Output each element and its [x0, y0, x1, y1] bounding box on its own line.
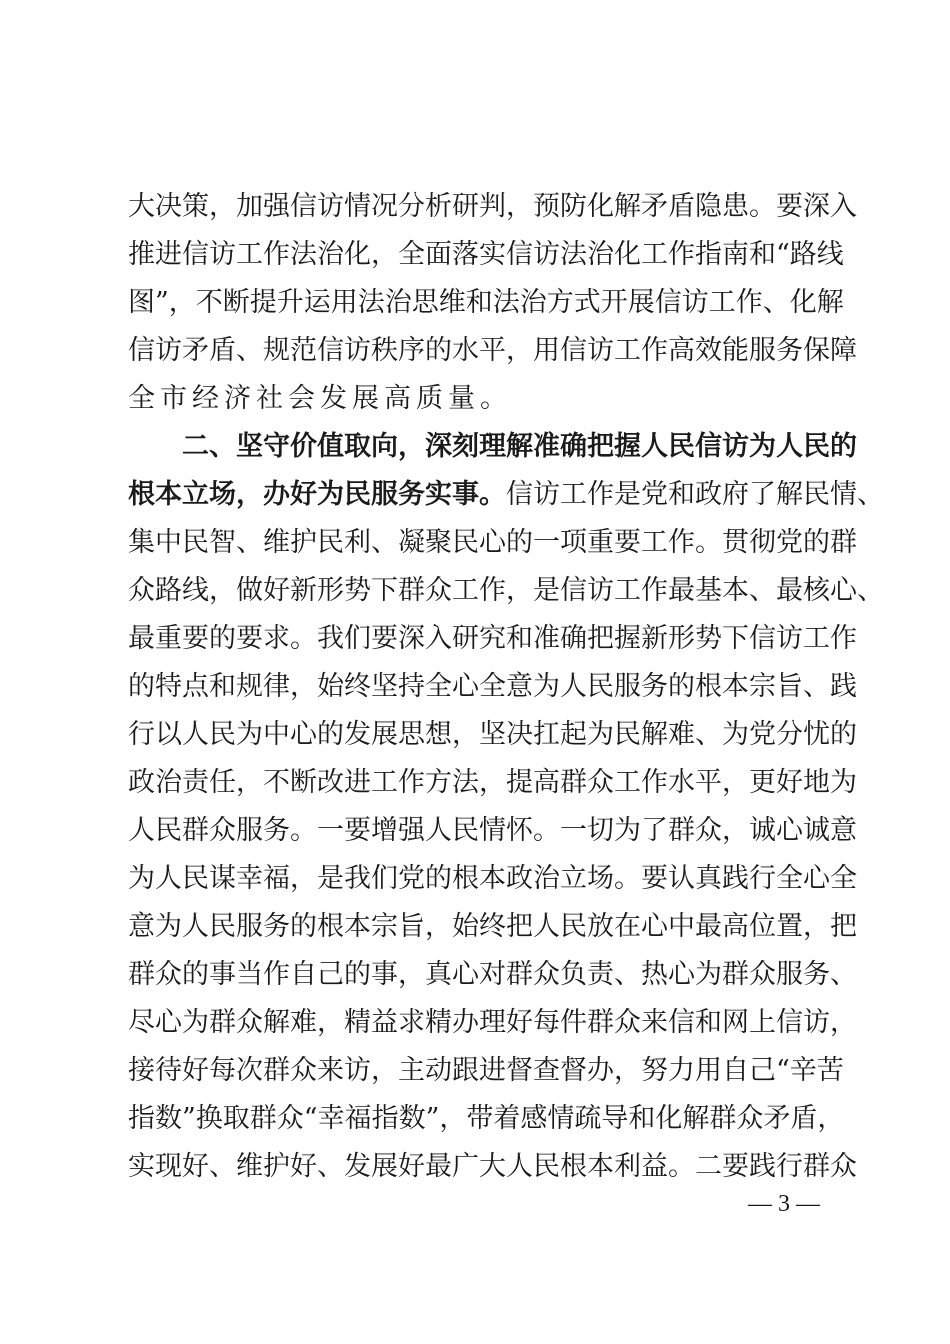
paragraph-line: 行以人民为中心的发展思想，坚决扛起为民解难、为党分忧的	[128, 719, 857, 750]
paragraph-line: 推进信访工作法治化，全面落实信访法治化工作指南和“路线	[128, 239, 844, 270]
paragraph-line: 尽心为群众解难，精益求精办理好每件群众来信和网上信访，	[128, 1007, 857, 1038]
paragraph-line: 众路线，做好新形势下群众工作，是信访工作最基本、最核心、	[128, 575, 884, 606]
paragraph-line: 大决策，加强信访情况分析研判，预防化解矛盾隐患。要深入	[128, 191, 857, 222]
paragraph-line: 为人民谋幸福，是我们党的根本政治立场。要认真践行全心全	[128, 863, 857, 894]
paragraph-line: 实现好、维护好、发展好最广大人民根本利益。二要践行群众	[128, 1151, 857, 1182]
section-heading-line	[128, 471, 884, 519]
paragraph-line: 群众的事当作自己的事，真心对群众负责、热心为群众服务、	[128, 959, 857, 990]
section-heading-continuation: 根本立场，办好为民服务实事。	[128, 479, 506, 510]
page-number: — 3 —	[748, 1191, 820, 1217]
paragraph-line: 的特点和规律，始终坚持全心全意为人民服务的根本宗旨、践	[128, 671, 857, 702]
paragraph-line: 接待好每次群众来访，主动跟进督查督办，努力用自己“辛苦	[128, 1055, 844, 1086]
paragraph-line: 指数”换取群众“幸福指数”，带着感情疏导和化解群众矛盾，	[128, 1103, 845, 1134]
paragraph-line: 最重要的要求。我们要深入研究和准确把握新形势下信访工作	[128, 623, 857, 654]
paragraph-line: 全市经济社会发展高质量。	[128, 383, 512, 414]
paragraph-line: 信访矛盾、规范信访秩序的水平，用信访工作高效能服务保障	[128, 335, 857, 366]
paragraph-line: 意为人民服务的根本宗旨，始终把人民放在心中最高位置，把	[128, 911, 857, 942]
section-heading: 二、坚守价值取向，深刻理解准确把握人民信访为人民的	[182, 431, 857, 462]
paragraph-line: 政治责任，不断改进工作方法，提高群众工作水平，更好地为	[128, 767, 857, 798]
paragraph-line: 图”，不断提升运用法治思维和法治方式开展信访工作、化解	[128, 287, 844, 318]
paragraph-text: 信访工作是党和政府了解民情、	[506, 479, 884, 510]
paragraph-line: 集中民智、维护民利、凝聚民心的一项重要工作。贯彻党的群	[128, 527, 857, 558]
paragraph-line: 人民群众服务。一要增强人民情怀。一切为了群众，诚心诚意	[128, 815, 857, 846]
